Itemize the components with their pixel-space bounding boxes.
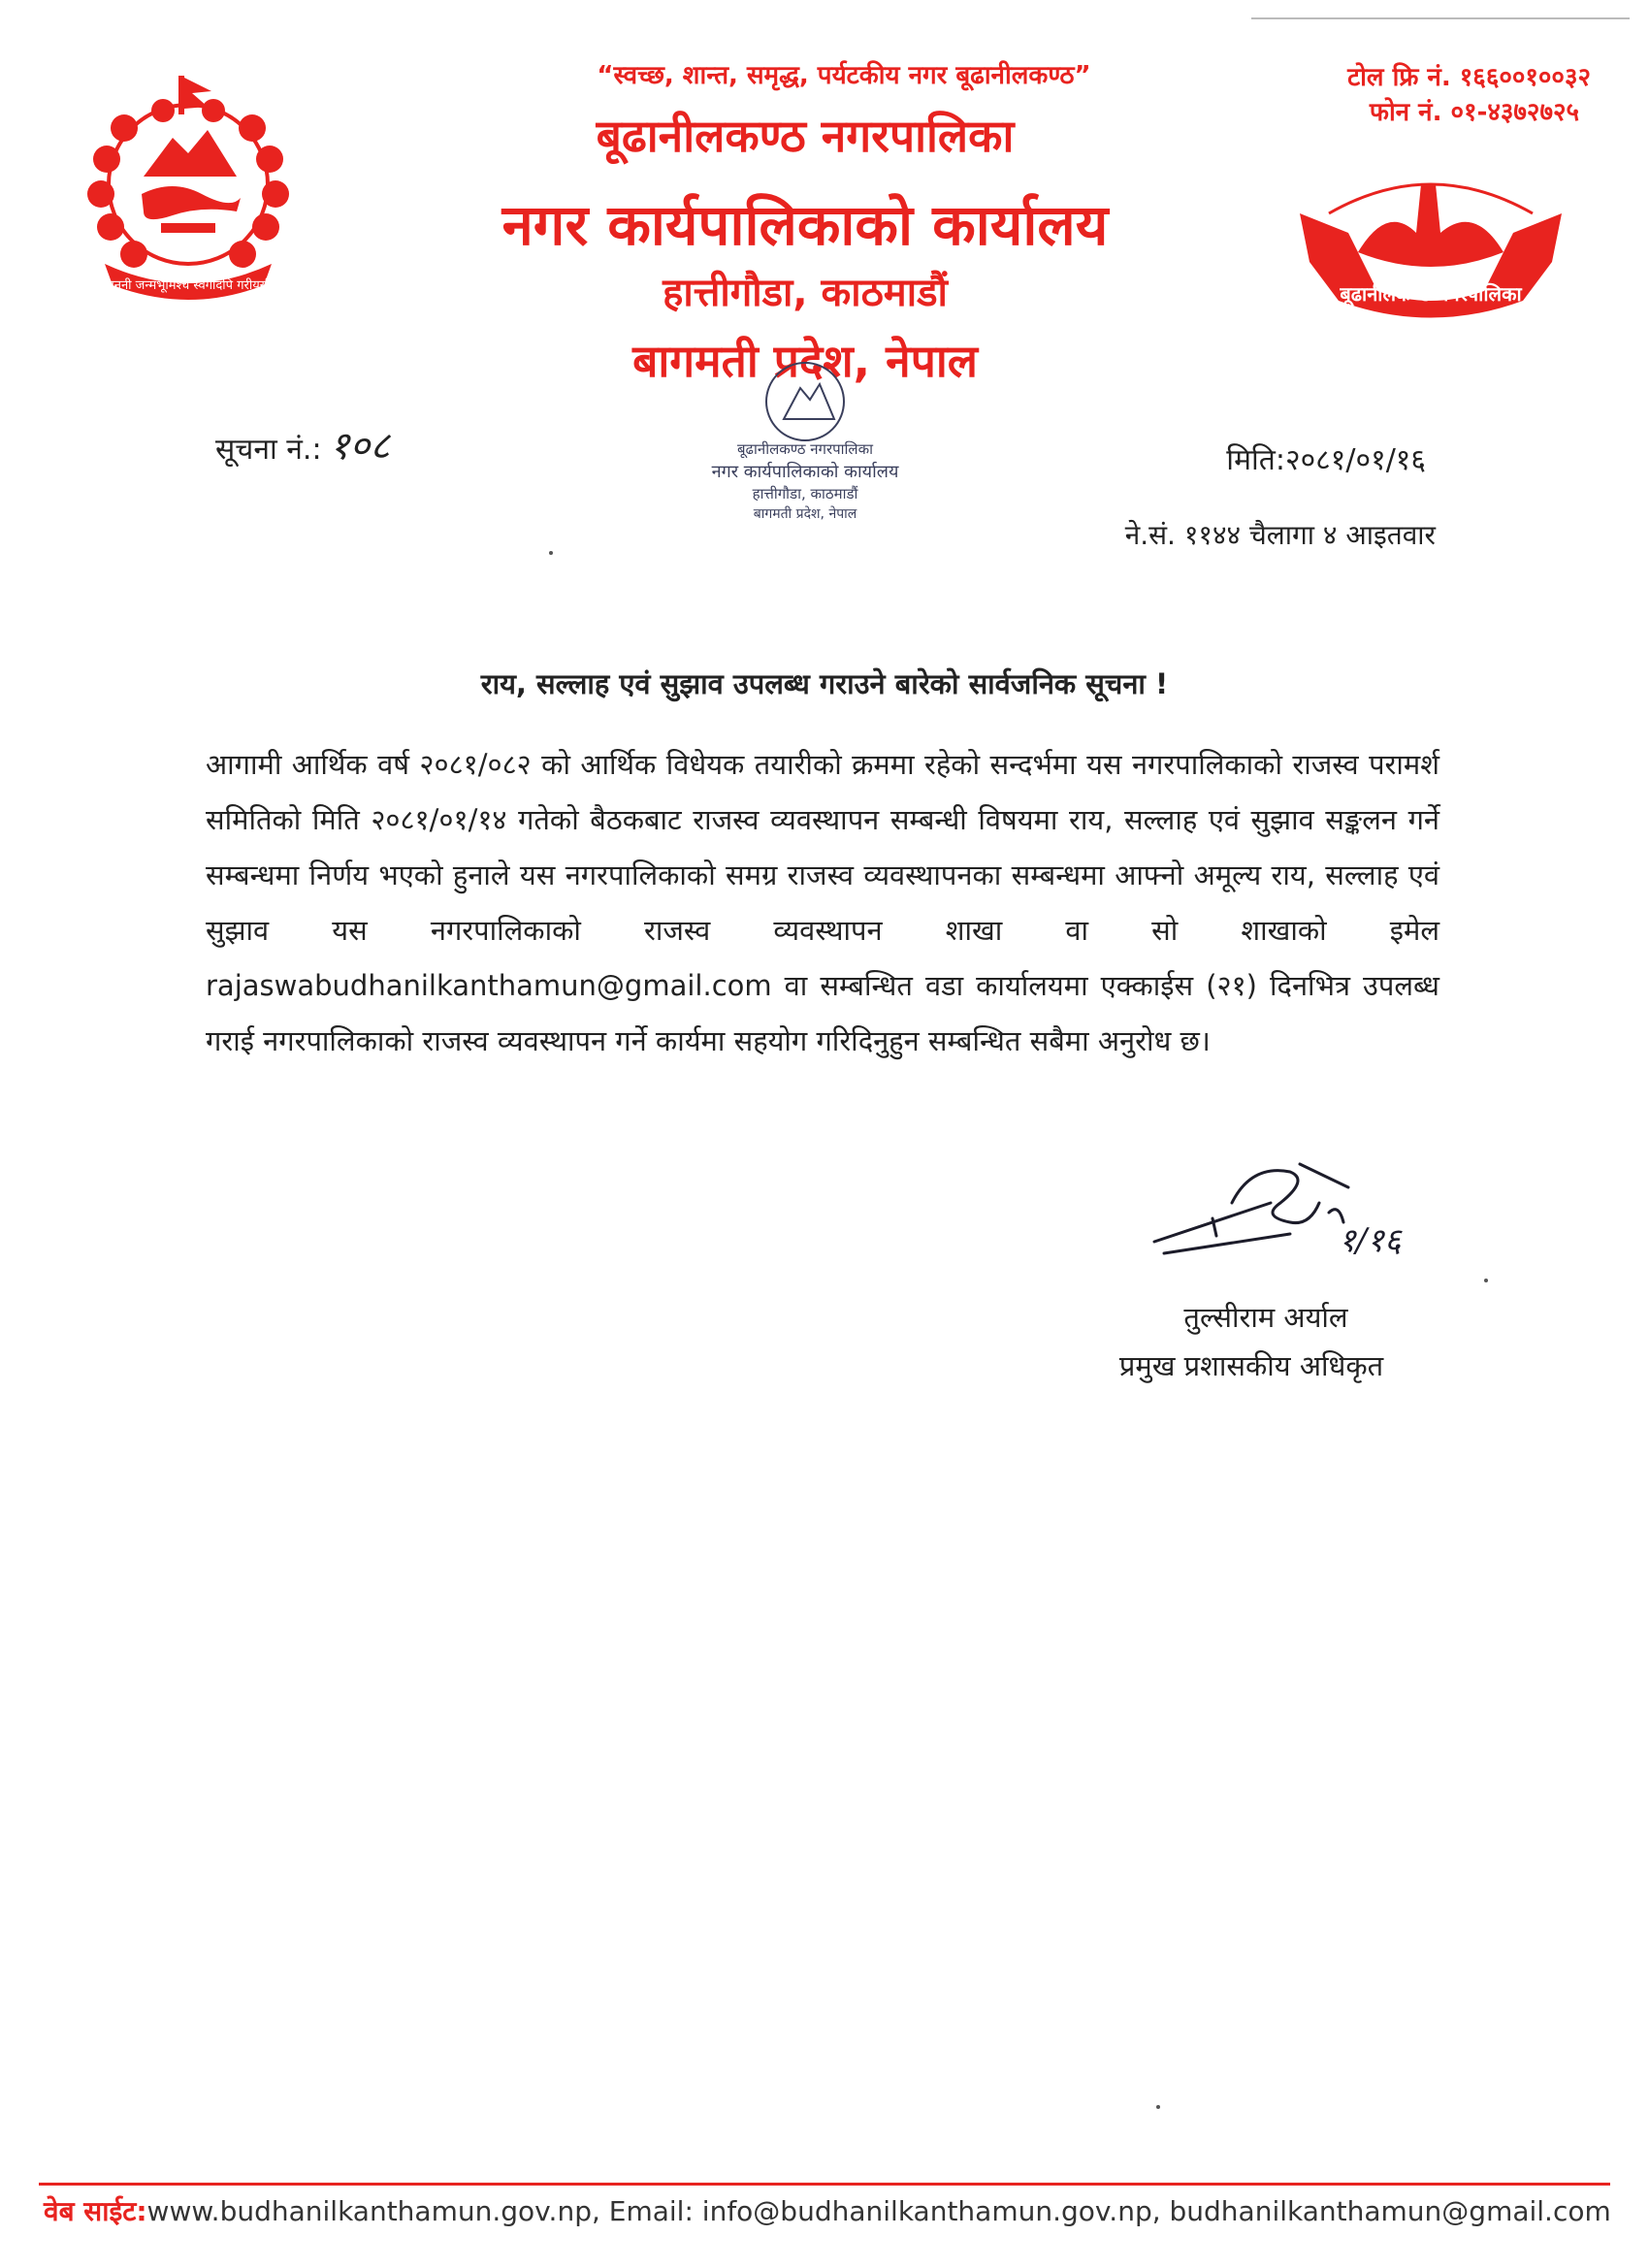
stamp-line-3: हात्तीगौडा, काठमाडौं — [752, 485, 858, 502]
scan-speck — [1484, 1279, 1488, 1282]
footer — [44, 2192, 1611, 2229]
signature-date: १/१६ — [1339, 1221, 1402, 1260]
nepal-emblem-icon — [66, 70, 310, 303]
province-address: बागमती प्रदेश, नेपाल — [632, 335, 978, 387]
municipality-name: बूढानीलकण्ठ नगरपालिका — [596, 110, 1015, 162]
phone-number: फोन नं. ०१-४३७२७२५ — [1369, 98, 1579, 127]
footer-rule — [39, 2183, 1610, 2186]
website-label: वेब साईट: — [44, 2195, 147, 2227]
signature-icon — [1145, 1145, 1436, 1280]
stamp-line-1: बूढानीलकण्ठ नगरपालिका — [736, 440, 874, 458]
scan-speck — [1156, 2105, 1160, 2109]
nepal-sambat-date: ने.सं. ११४४ चैलागा ४ आइतवार — [1124, 519, 1436, 551]
notice-label: सूचना नं.: — [215, 433, 322, 467]
signatory-name: तुल्सीराम अर्याल — [1183, 1301, 1348, 1334]
toll-free-number: टोल फ्रि नं. १६६००१००३२ — [1347, 63, 1591, 92]
office-name: नगर कार्यपालिकाको कार्यालय — [501, 192, 1109, 258]
stamp-line-2: नगर कार्यपालिकाको कार्यालय — [711, 462, 899, 482]
emblem-motto: जननी जन्मभूमिश्च स्वर्गादपि गरीयसी — [105, 278, 272, 293]
office-address: हात्तीगौडा, काठमाडौं — [663, 271, 948, 315]
scan-speck — [549, 551, 553, 555]
notice-subject: राय, सल्लाह एवं सुझाव उपलब्ध गराउने बारेको सार्वजनिक सूचना ! — [480, 667, 1169, 700]
municipality-logo-icon — [1290, 146, 1571, 320]
stamp-line-4: बागमती प्रदेश, नेपाल — [753, 506, 857, 522]
notice-number: १०८ — [329, 424, 390, 469]
slogan: “स्वच्छ, शान्त, समृद्ध, पर्यटकीय नगर बूढानीलकण्ठ” — [597, 61, 1091, 90]
notice-body: आगामी आर्थिक वर्ष २०८१/०८२ को आर्थिक विधेयक तयारीको क्रममा रहेको सन्दर्भमा यस नगरपालिकाको राजस्व परामर्श समितिको मिति २०८१/०१/१४ गतेको बैठकबाट राजस्व व्यवस्थापन सम्बन्धी विषयमा राय, सल्लाह एवं सुझाव सङ्कलन गर्ने सम्बन्धमा निर्णय भएको हुनाले यस नगरपालिकाको समग्र राजस्व व्यवस्थापनका सम्बन्धमा आफ्नो अमूल्य राय, सल्लाह एवं सुझाव यस नगरपालिकाको राजस्व व्यवस्थापन शाखा वा सो शाखाको इमेल rajaswabudhanilkanthamun@gmail.com वा सम्बन्धित वडा कार्यालयमा एक्काईस (२१) दिनभित्र उपलब्ध गराई नगरपालिकाको राजस्व व्यवस्थापन गर्ने कार्यमा सहयोग गरिदिनुहुन सम्बन्धित सबैमा अनुरोध छ। — [206, 748, 1440, 1057]
footer-contacts: www.budhanilkanthamun.gov.np, Email: info@budhanilkanthamun.gov.np, budhanilkanthamun@gmail.com — [146, 2195, 1611, 2227]
signatory-title: प्रमुख प्रशासकीय अधिकृत — [1118, 1349, 1384, 1382]
notice-number-line — [215, 417, 390, 470]
logo-caption: बूढानीलकण्ठ नगरपालिका — [1340, 282, 1522, 306]
letter-date: मिति:२०८१/०१/१६ — [1226, 443, 1426, 477]
top-rule — [1251, 17, 1630, 19]
